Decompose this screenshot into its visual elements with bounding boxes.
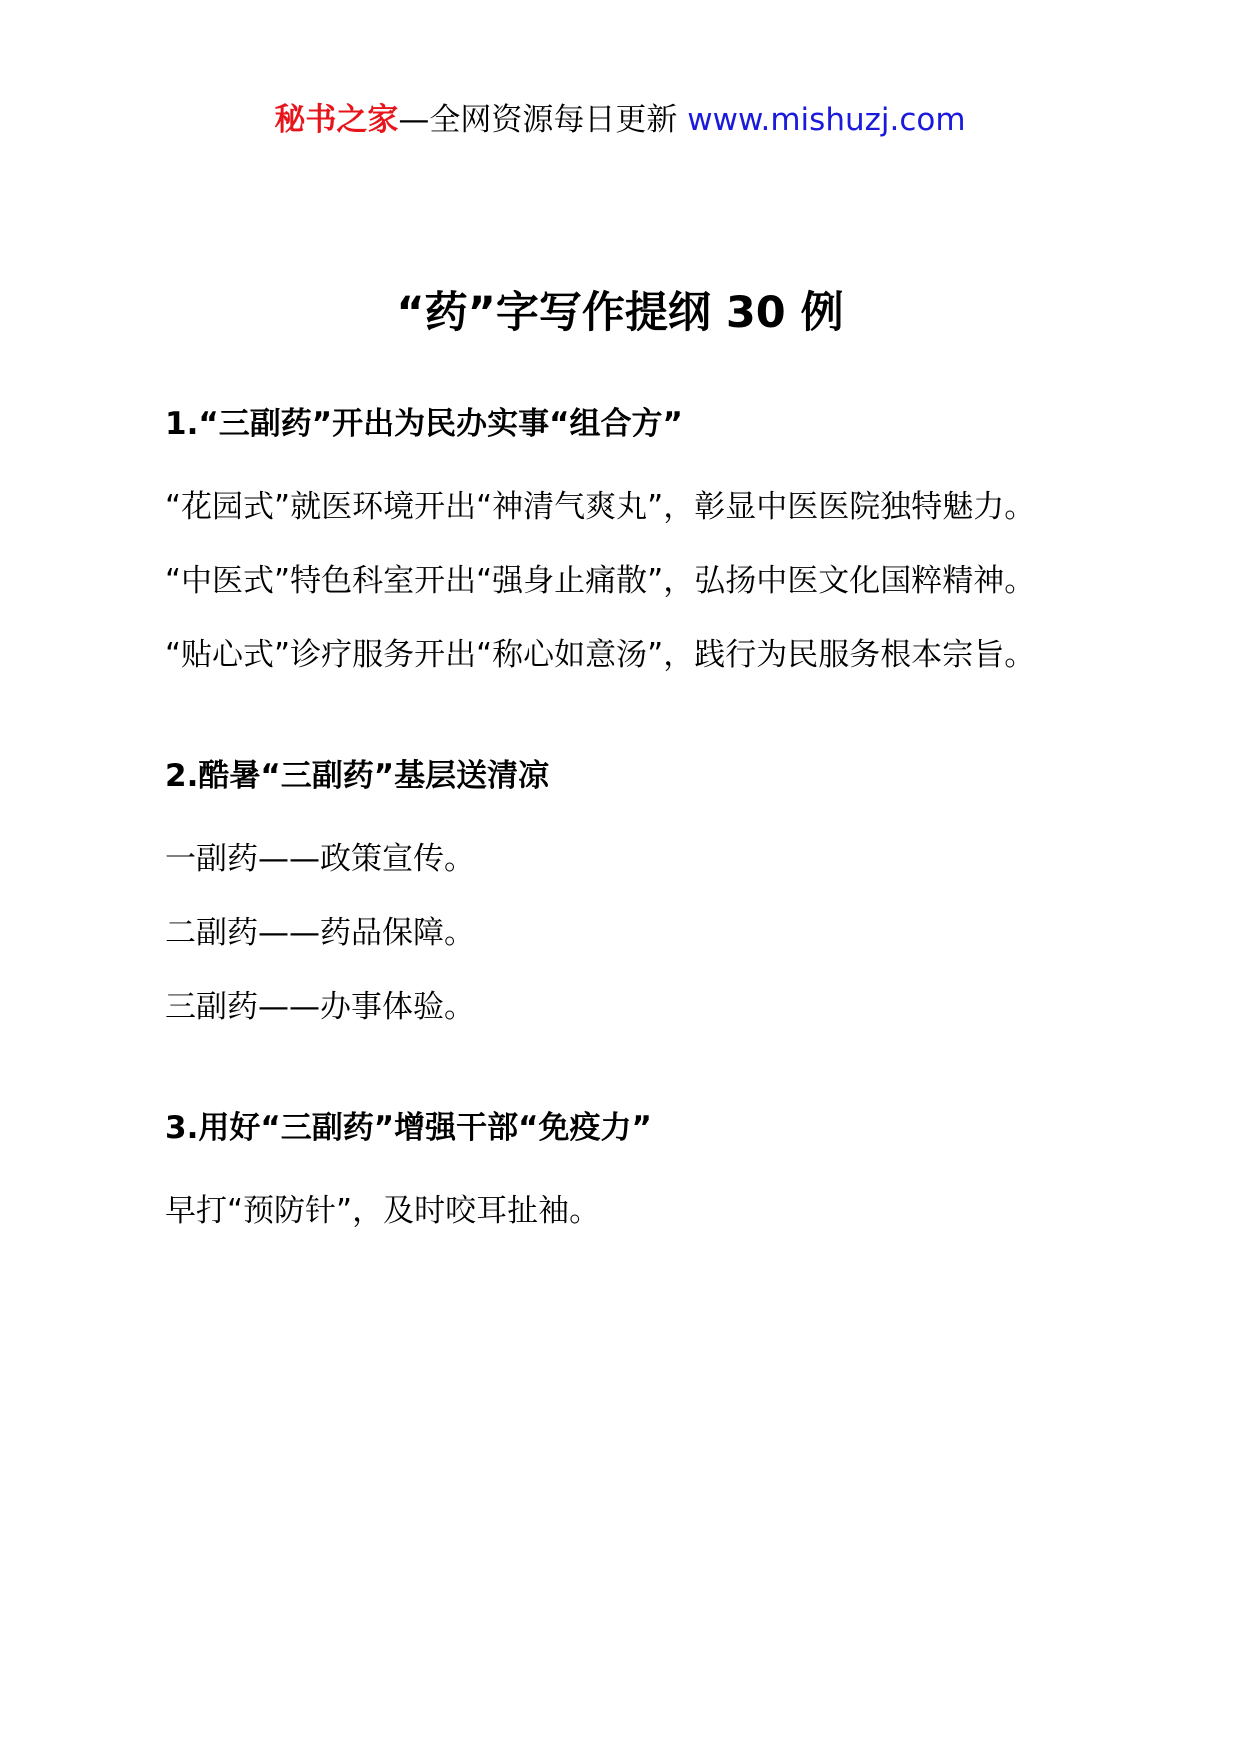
site-url[interactable]: www.mishuzj.com [687, 102, 966, 138]
brand-name: 秘书之家 [274, 102, 399, 138]
section-heading: 3.用好“三副药”增强干部“免疫力” [165, 1110, 652, 1146]
paragraph: 二副药——药品保障。 [165, 915, 475, 951]
paragraph: 一副药——政策宣传。 [165, 841, 475, 877]
section-heading: 2.酷暑“三副药”基层送清凉 [165, 758, 550, 794]
section-1 [165, 400, 1090, 692]
document-body [165, 400, 1090, 1248]
paragraph: 早打“预防针”，及时咬耳扯袖。 [165, 1193, 601, 1229]
paragraph: 三副药——办事体验。 [165, 989, 475, 1025]
section-3 [165, 1104, 1090, 1248]
paragraph: “花园式”就医环境开出“神清气爽丸”，彰显中医医院独特魅力。 [165, 489, 1036, 525]
section-heading: 1.“三副药”开出为民办实事“组合方” [165, 406, 683, 442]
header-slogan: —全网资源每日更新 [398, 102, 688, 138]
site-header [0, 100, 1240, 140]
document-title: “药”字写作提纲 30 例 [396, 288, 844, 338]
section-2 [165, 752, 1090, 1044]
paragraph: “贴心式”诊疗服务开出“称心如意汤”，践行为民服务根本宗旨。 [165, 637, 1036, 673]
paragraph: “中医式”特色科室开出“强身止痛散”，弘扬中医文化国粹精神。 [165, 563, 1036, 599]
